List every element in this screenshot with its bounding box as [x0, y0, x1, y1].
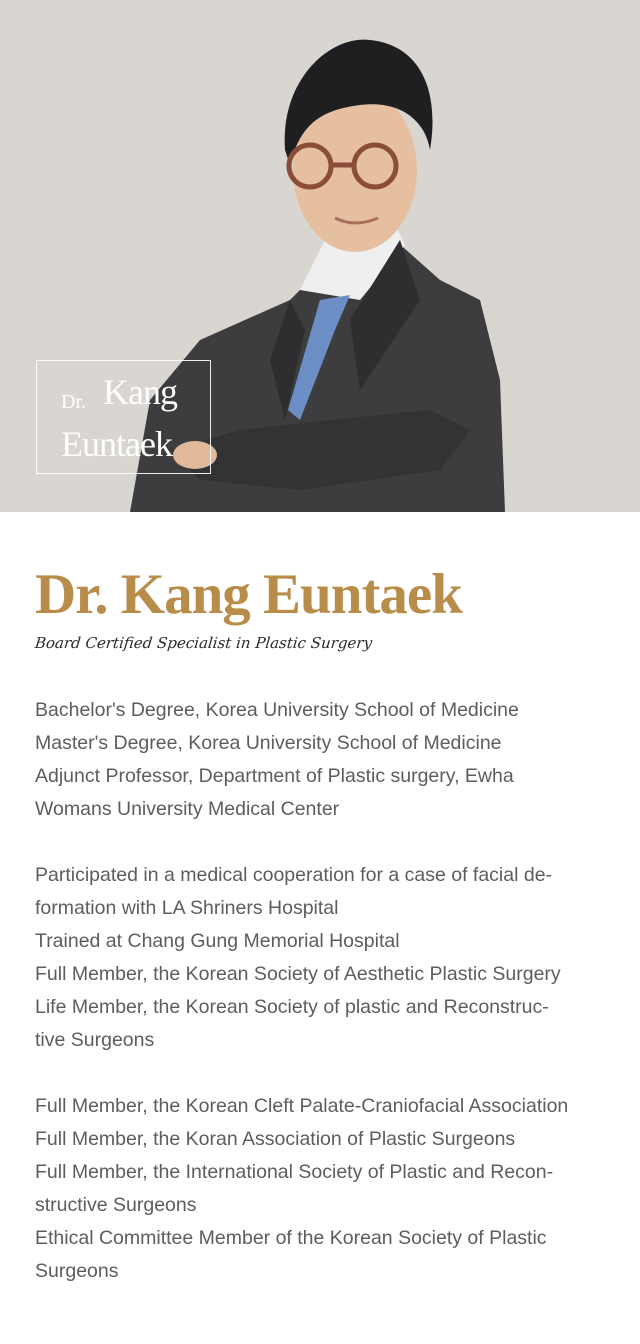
- credential-item: structive Surgeons: [35, 1194, 197, 1216]
- credential-item: Ethical Committee Member of the Korean Society of Plastic: [35, 1227, 547, 1249]
- credential-item: Participated in a medical cooperation for a case of facial de-: [35, 864, 553, 886]
- credential-item: Womans University Medical Center: [35, 798, 340, 820]
- badge-dr: Dr.: [61, 391, 86, 413]
- credential-item: Adjunct Professor, Department of Plastic surgery, Ewha: [35, 765, 514, 787]
- doctor-name-title: Dr. Kang Euntaek: [35, 563, 462, 626]
- credential-item: tive Surgeons: [35, 1029, 155, 1051]
- credential-item: Surgeons: [35, 1260, 119, 1282]
- specialty-subtitle: Board Certified Specialist in Plastic Surgery: [34, 634, 374, 652]
- credentials-memberships: [35, 1090, 606, 1288]
- profile-content: [0, 512, 640, 1288]
- credentials-education: [35, 694, 606, 826]
- credential-item: Full Member, the Korean Cleft Palate-Craniofacial Association: [35, 1095, 569, 1117]
- credential-item: Trained at Chang Gung Memorial Hospital: [35, 930, 400, 952]
- credential-item: Life Member, the Korean Society of plastic and Reconstruc-: [35, 996, 549, 1018]
- credential-item: formation with LA Shriners Hospital: [35, 897, 339, 919]
- badge-first-name: Kang: [103, 372, 177, 412]
- credential-item: Full Member, the International Society of Plastic and Recon-: [35, 1161, 554, 1183]
- credential-item: Full Member, the Korean Society of Aesthetic Plastic Surgery: [35, 963, 561, 985]
- credential-item: Full Member, the Koran Association of Plastic Surgeons: [35, 1128, 516, 1150]
- name-badge: [36, 360, 211, 474]
- credential-item: Master's Degree, Korea University School of Medicine: [35, 732, 502, 754]
- hero-banner: [0, 0, 640, 512]
- badge-last-name: Euntaek: [61, 424, 172, 464]
- credentials-training: [35, 859, 606, 1057]
- credential-item: Bachelor's Degree, Korea University School of Medicine: [35, 699, 519, 721]
